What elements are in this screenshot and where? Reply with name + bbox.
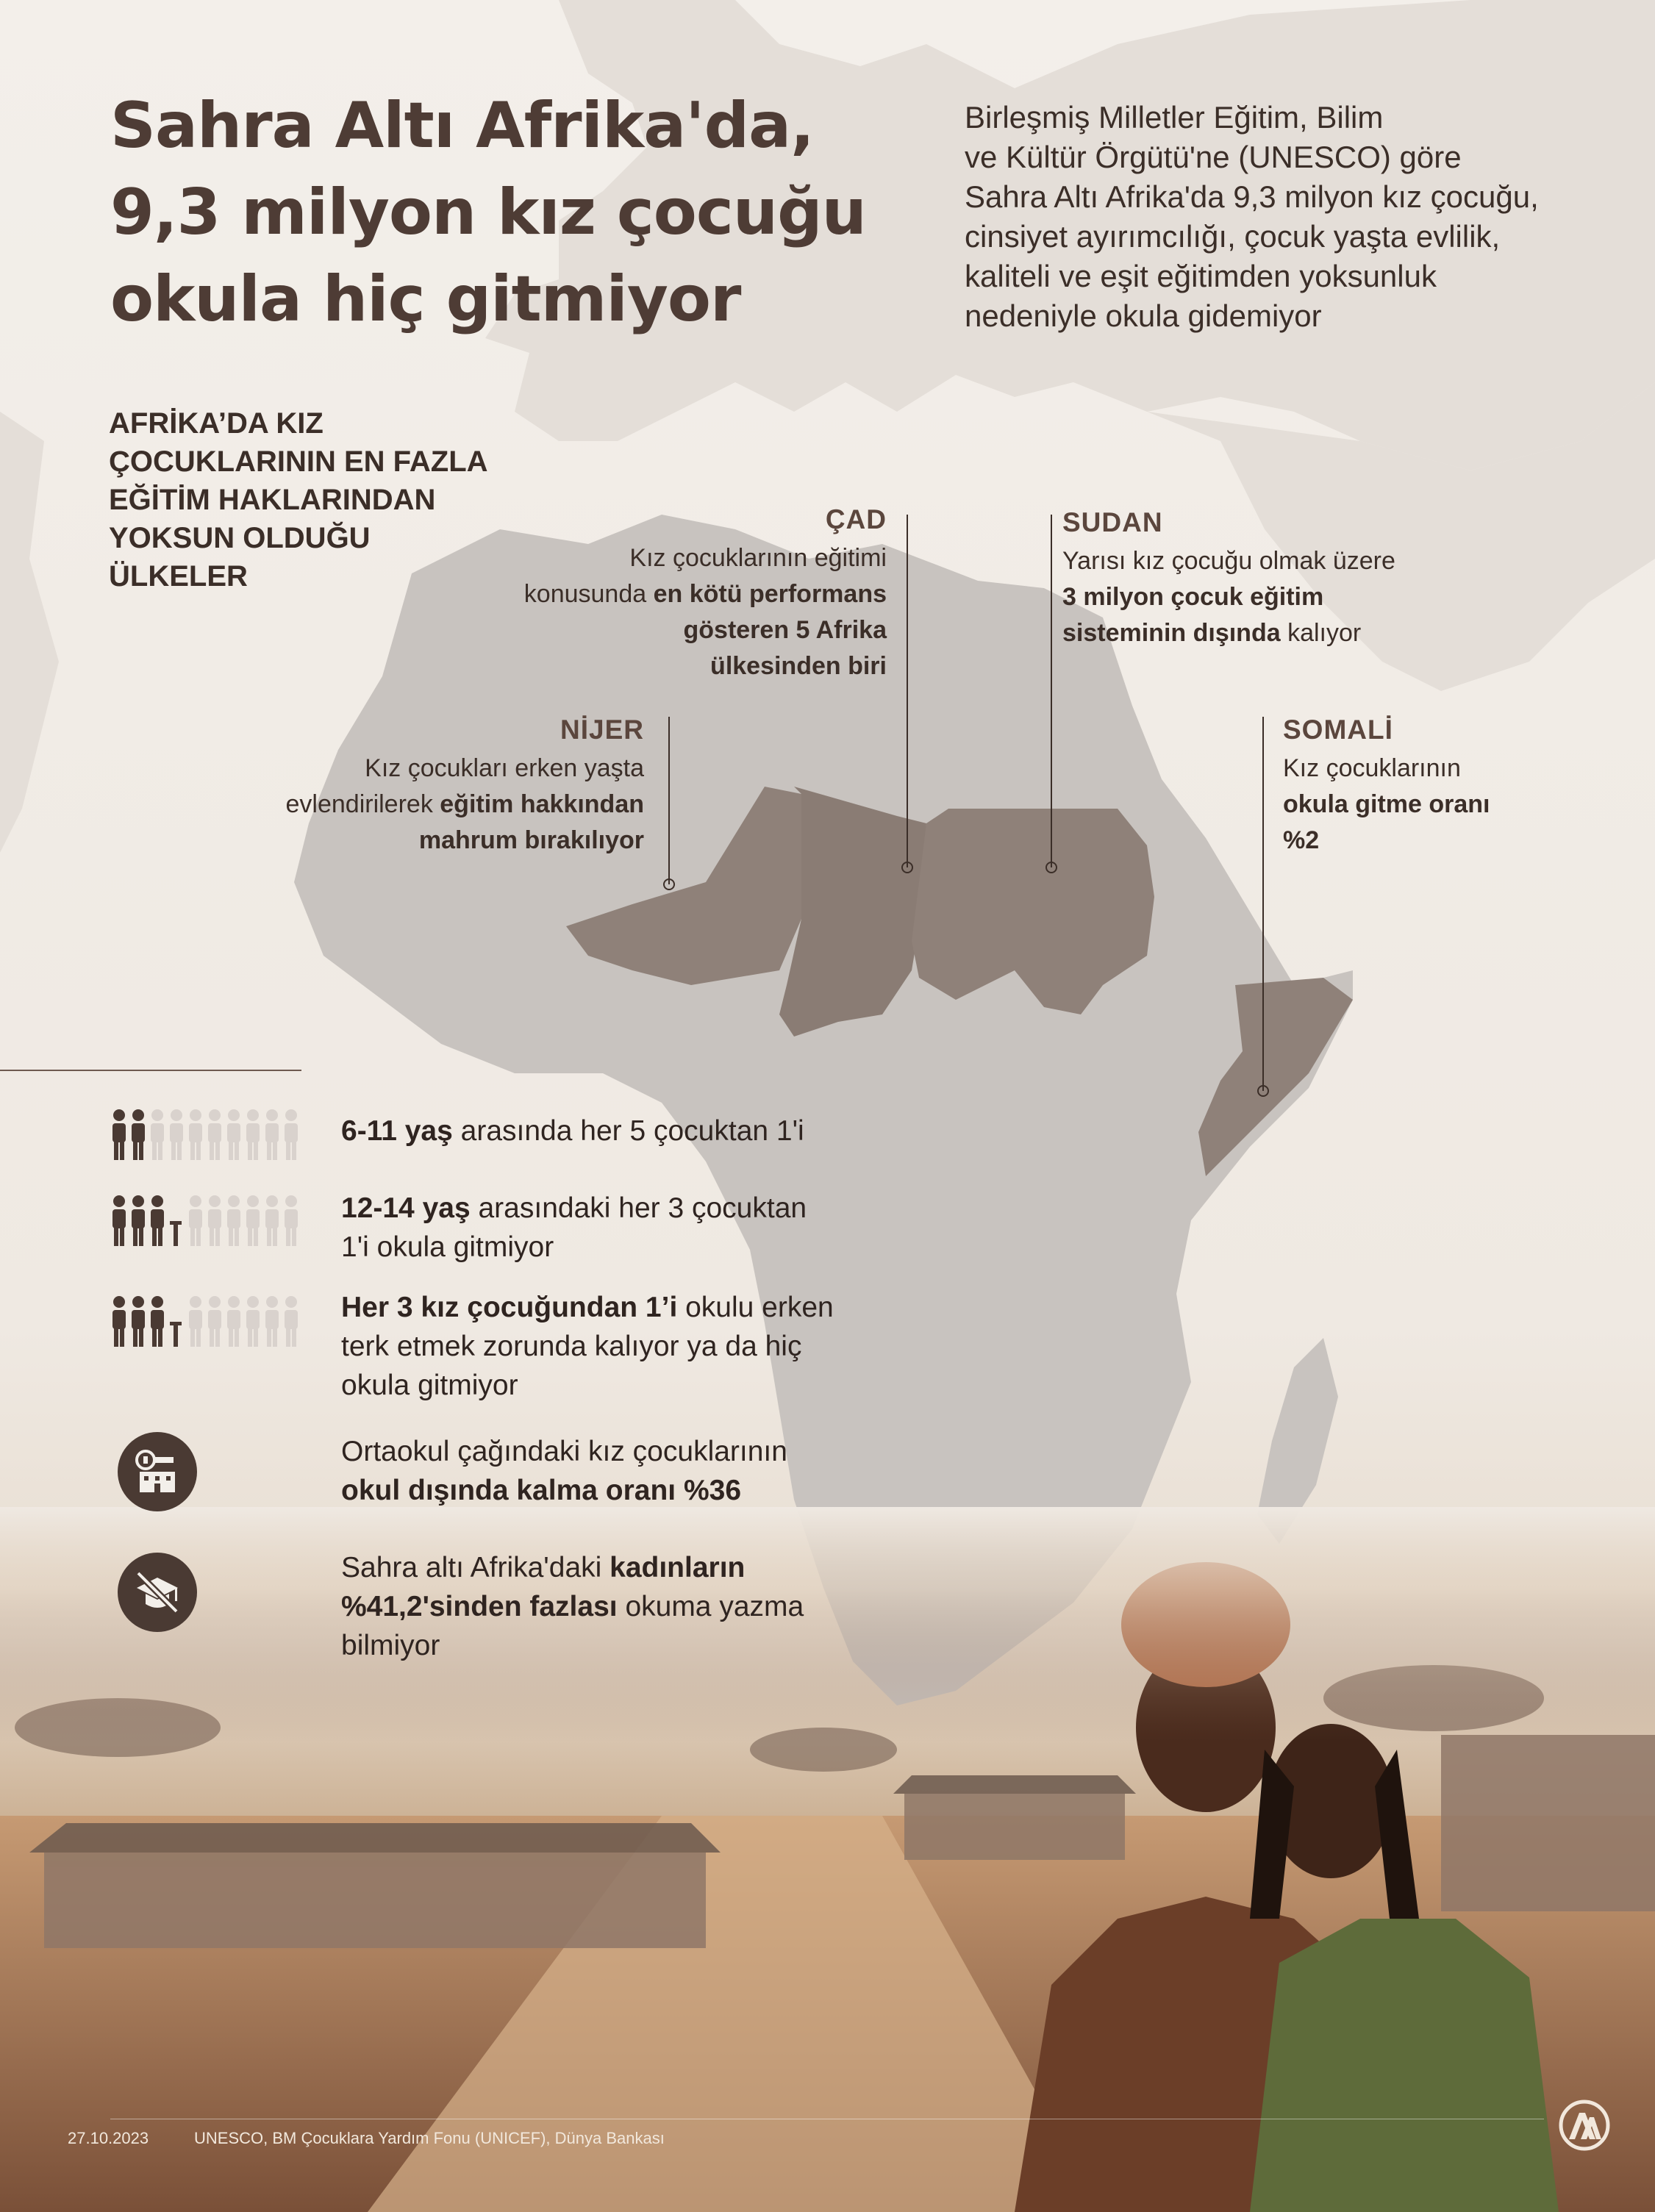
nijer-callout [221,712,644,859]
stat-5-bold-1: kadınların [610,1552,746,1583]
nijer-line-1: Kız çocukları erken yaşta [365,754,644,782]
subtitle-line-3: EĞİTİM HAKLARINDAN [109,484,436,516]
stat-5-bold-2: %41,2'sinden fazlası [341,1591,618,1622]
cad-line-4-bold: ülkesinden biri [710,652,887,680]
intro-line-4: cinsiyet ayırımcılığı, çocuk yaşta evlilik, [965,219,1501,254]
intro-line-2: ve Kültür Örgütü'ne (UNESCO) göre [965,140,1462,174]
cad-callout [456,501,887,684]
title-line-3: okula hiç gitmiyor [110,262,741,336]
stat-1-text [341,1112,915,1150]
sudan-line-2-bold: 3 milyon çocuk eğitim [1062,583,1324,611]
section-divider [0,1070,301,1071]
stat-4-line-1: Ortaokul çağındaki kız çocuklarının [341,1436,787,1467]
stat-2-rest-1: arasındaki her 3 çocuktan [470,1192,807,1224]
stat-2-bold: 12-14 yaş [341,1192,471,1224]
no-education-icon [118,1553,197,1632]
stat-2-rest-2: 1'i okula gitmiyor [341,1231,554,1263]
cad-line-1: Kız çocuklarının eğitimi [629,544,887,572]
nijer-line-3-bold: mahrum bırakılıyor [418,826,644,854]
intro-line-3: Sahra Altı Afrika'da 9,3 milyon kız çocuğu, [965,179,1539,214]
footer-date: 27.10.2023 [68,2129,149,2147]
sudan-name: SUDAN [1062,507,1163,537]
people-1-of-3-icon [110,1195,309,1248]
nijer-line-2-bold: eğitim hakkından [440,790,644,818]
somali-line-2-bold: okula gitme oranı [1283,790,1490,818]
sudan-line-1: Yarısı kız çocuğu olmak üzere [1062,547,1395,575]
sudan-line-3-post: kalıyor [1280,619,1362,647]
intro-line-6: nedeniyle okula gidemiyor [965,298,1322,333]
stat-3-rest-1: okulu erken [677,1292,834,1323]
stat-1-bold: 6-11 yaş [341,1115,453,1147]
cad-name: ÇAD [825,504,887,534]
stat-5-pre: Sahra altı Afrika'daki [341,1552,610,1583]
somali-name: SOMALİ [1283,715,1393,745]
aa-logo-icon [1559,2100,1610,2151]
stat-2-text [341,1189,915,1267]
title-line-1: Sahra Altı Afrika'da, [110,89,814,162]
footer-sources: UNESCO, BM Çocuklara Yardım Fonu (UNICEF), Dünya Bankası [194,2129,665,2147]
girls-1-of-3-icon [110,1295,309,1348]
people-1-of-5-icon [110,1109,309,1162]
stat-3-rest-2: terk etmek zorunda kalıyor ya da hiç [341,1331,802,1362]
stat-3-rest-3: okula gitmiyor [341,1370,518,1401]
subtitle-line-1: AFRİKA’DA KIZ [109,407,324,440]
sudan-line-3-bold: sisteminin dışında [1062,619,1281,647]
intro-line-5: kaliteli ve eşit eğitimden yoksunluk [965,259,1437,293]
americas-landmass [0,412,59,853]
cad-line-3-bold: gösteren 5 Afrika [683,616,887,644]
stat-5-line-3: bilmiyor [341,1630,440,1661]
somali-callout [1283,712,1592,859]
subtitle-line-2: ÇOCUKLARININ EN FAZLA [109,445,488,478]
somali-line-3-bold: %2 [1283,826,1320,854]
intro-line-1: Birleşmiş Milletler Eğitim, Bilim [965,100,1384,135]
somali-line-1: Kız çocuklarının [1283,754,1461,782]
subtitle-line-5: ÜLKELER [109,560,248,593]
stat-5-post: okuma yazma [617,1591,804,1622]
page-title [110,82,934,343]
stat-1-rest: arasında her 5 çocuktan 1'i [452,1115,804,1147]
cad-line-2-pre: konusunda [523,580,654,608]
stat-3-bold: Her 3 kız çocuğundan 1’i [341,1292,678,1323]
sudan-callout [1062,504,1533,651]
stat-4-text [341,1432,915,1510]
stat-3-text [341,1288,915,1405]
nijer-name: NİJER [560,715,644,745]
title-line-2: 9,3 milyon kız çocuğu [110,176,866,249]
intro-paragraph [965,98,1597,336]
school-icon [118,1432,197,1511]
cad-line-2-bold: en kötü performans [653,580,887,608]
subtitle-line-4: YOKSUN OLDUĞU [109,522,371,554]
stat-5-text [341,1548,915,1665]
stat-4-bold: okul dışında kalma oranı %36 [341,1475,742,1506]
nijer-line-2-pre: evlendirilerek [285,790,440,818]
